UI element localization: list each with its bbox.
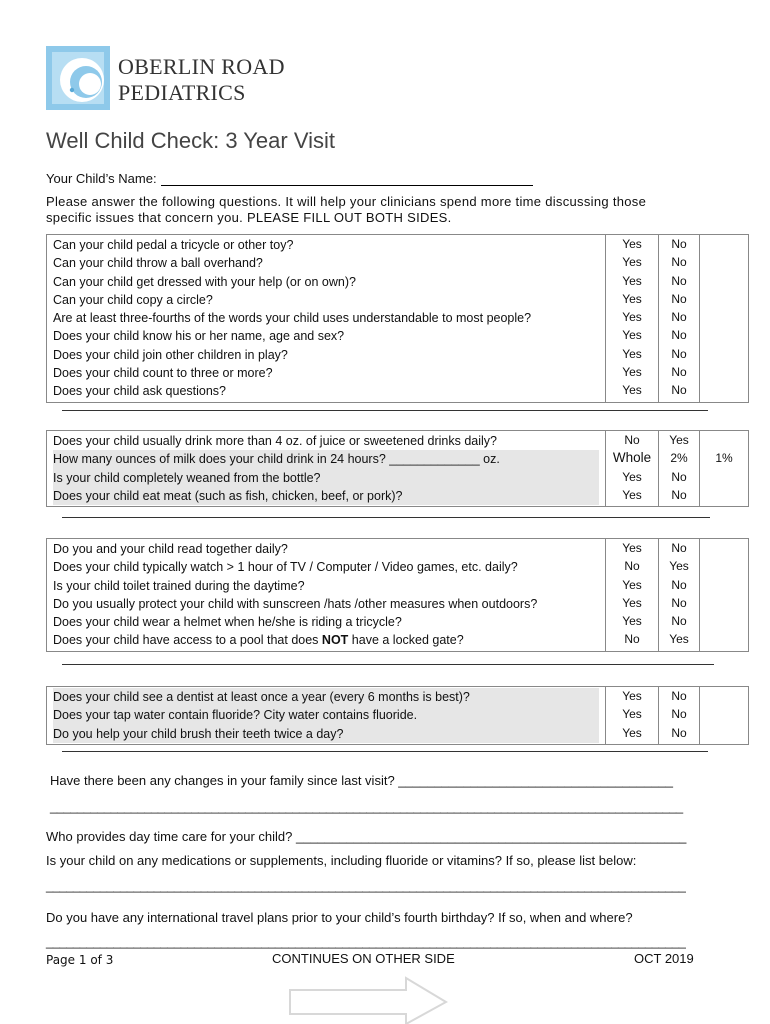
answer-column-c: [700, 431, 749, 507]
blank-column: [700, 539, 749, 652]
answer-option[interactable]: No: [671, 614, 687, 629]
answer-option[interactable]: Yes: [622, 487, 642, 502]
question-text: Does your child ask questions?: [53, 384, 227, 399]
answer-option[interactable]: Yes: [622, 707, 642, 722]
question-text-part: Does your child have access to a pool that does: [53, 633, 322, 648]
answer-option[interactable]: No: [671, 725, 687, 740]
arrow-right-icon: [288, 976, 448, 1024]
question-text: Does your child join other children in play?: [53, 347, 288, 362]
practice-name-line2: PEDIATRICS: [118, 80, 246, 105]
answer-option[interactable]: No: [671, 541, 687, 555]
answer-option[interactable]: No: [671, 383, 687, 398]
answer-option[interactable]: Yes: [622, 273, 642, 288]
answer-column-b: [659, 431, 700, 507]
answer-column-a: [606, 539, 659, 652]
answer-option[interactable]: No: [671, 577, 687, 592]
family-changes-question[interactable]: Have there been any changes in your family since last visit? ______________________________________: [50, 773, 674, 788]
answer-column-b: [659, 539, 700, 652]
answer-option[interactable]: No: [671, 365, 687, 380]
medications-question: Is your child on any medications or supplements, including fluoride or vitamins? If so, please list below:: [46, 853, 637, 868]
section-divider: [62, 751, 708, 752]
question-text: Can your child pedal a tricycle or other toy?: [53, 238, 294, 252]
answer-option[interactable]: Yes: [622, 310, 642, 325]
answer-option[interactable]: Yes: [622, 255, 642, 270]
answer-option[interactable]: Yes: [669, 433, 689, 447]
question-text-part: have a locked gate?: [348, 633, 464, 648]
answer-option[interactable]: Yes: [669, 632, 689, 647]
question-text: Does your child count to three or more?: [53, 366, 273, 381]
instructions-line2: specific issues that concern you. PLEASE FILL OUT BOTH SIDES.: [46, 210, 452, 225]
travel-question: Do you have any international travel plans prior to your child’s fourth birthday? If so, when and where?: [46, 910, 633, 925]
safety-questions-table: [46, 538, 749, 652]
instructions: [46, 194, 726, 226]
answer-option[interactable]: Yes: [622, 614, 642, 629]
section-divider: [62, 517, 710, 518]
dental-questions-table: [46, 686, 749, 745]
answer-option[interactable]: Yes: [622, 541, 642, 555]
answer-option[interactable]: Yes: [622, 346, 642, 361]
answer-column-b: [659, 235, 700, 403]
question-text: Do you help your child brush their teeth twice a day?: [53, 725, 599, 743]
answer-option[interactable]: No: [624, 632, 640, 647]
question-text: Does your child eat meat (such as fish, chicken, beef, or pork)?: [53, 487, 599, 505]
answer-option[interactable]: 2%: [670, 451, 688, 466]
child-name-row: [46, 171, 533, 186]
practice-name-line1: OBERLIN ROAD: [118, 54, 285, 79]
answer-option[interactable]: No: [671, 237, 687, 251]
answer-option[interactable]: No: [671, 273, 687, 288]
practice-name: [118, 54, 285, 106]
question-column: [47, 539, 606, 652]
answer-option[interactable]: No: [671, 255, 687, 270]
question-text: Can your child throw a ball overhand?: [53, 256, 263, 271]
question-text: Do you and your child read together daily?: [53, 542, 288, 556]
blank-column: [700, 687, 749, 745]
answer-option[interactable]: Yes: [622, 237, 642, 251]
question-text: Can your child get dressed with your help (or on own)?: [53, 274, 356, 289]
answer-option[interactable]: [700, 468, 748, 486]
travel-answer-line[interactable]: _______________________________________________________________________________________________: [46, 934, 686, 949]
instructions-line1: Please answer the following questions. It will help your clinicians spend more time discussing those: [46, 194, 647, 209]
answer-option[interactable]: Yes: [622, 365, 642, 380]
answer-option[interactable]: Yes: [622, 328, 642, 343]
answer-option[interactable]: Yes: [622, 689, 642, 703]
answer-option[interactable]: Yes: [622, 383, 642, 398]
question-column: [47, 687, 606, 745]
question-text: Does your child typically watch > 1 hour of TV / Computer / Video games, etc. daily?: [53, 560, 518, 575]
question-text: Does your child usually drink more than 4 oz. of juice or sweetened drinks daily?: [53, 434, 497, 448]
question-text: Can your child copy a circle?: [53, 292, 213, 307]
answer-column-b: [659, 687, 700, 745]
child-name-field[interactable]: [161, 172, 533, 186]
answer-option[interactable]: Yes: [622, 291, 642, 306]
answer-option[interactable]: Whole: [612, 450, 652, 466]
practice-logo-icon: [46, 46, 110, 110]
question-text: Does your tap water contain fluoride? City water contains fluoride.: [53, 706, 599, 724]
revision-date: OCT 2019: [634, 951, 694, 966]
answer-option[interactable]: No: [671, 707, 687, 722]
answer-option[interactable]: No: [671, 310, 687, 325]
question-text: Does your child wear a helmet when he/she is riding a tricycle?: [53, 615, 402, 630]
answer-option[interactable]: No: [624, 433, 640, 447]
answer-option[interactable]: 1%: [715, 451, 733, 466]
question-text: Is your child toilet trained during the daytime?: [53, 578, 305, 593]
answer-option[interactable]: No: [671, 469, 687, 484]
answer-option[interactable]: Yes: [669, 559, 689, 574]
child-name-label: Your Child’s Name:: [46, 171, 157, 186]
answer-option[interactable]: No: [624, 559, 640, 574]
answer-option[interactable]: Yes: [622, 725, 642, 740]
question-emphasis: NOT: [321, 633, 349, 648]
answer-option[interactable]: Yes: [622, 577, 642, 592]
answer-option[interactable]: No: [671, 487, 687, 502]
answer-option[interactable]: No: [671, 346, 687, 361]
question-text: Are at least three-fourths of the words your child uses understandable to most people?: [53, 311, 532, 326]
nutrition-questions-table: [46, 430, 749, 507]
answer-column-a: [606, 235, 659, 403]
daycare-question[interactable]: Who provides day time care for your child? ______________________________________________________: [46, 829, 687, 844]
page-number: Page 1 of 3: [46, 953, 114, 967]
section-divider: [62, 664, 714, 665]
answer-option[interactable]: No: [671, 328, 687, 343]
question-text: Does your child know his or her name, age and sex?: [53, 329, 345, 344]
answer-option[interactable]: No: [671, 689, 687, 703]
blank-column: [700, 235, 749, 403]
answer-column-a: [606, 687, 659, 745]
answer-option[interactable]: Yes: [622, 469, 642, 484]
continues-note: CONTINUES ON OTHER SIDE: [272, 951, 455, 966]
question-text: How many ounces of milk does your child drink in 24 hours? _____________ oz.: [53, 450, 599, 468]
section-divider: [62, 410, 708, 411]
question-text: Does your child see a dentist at least once a year (every 6 months is best)?: [53, 688, 599, 706]
question-text: Do you usually protect your child with sunscreen /hats /other measures when outdoors?: [53, 596, 538, 611]
question-column: [47, 235, 606, 403]
answer-column-a: [606, 431, 659, 507]
development-questions-table: [46, 234, 749, 403]
question-text: [53, 631, 599, 649]
medications-answer-line[interactable]: _______________________________________________________________________________________________: [46, 878, 686, 893]
question-column: [47, 431, 606, 507]
answer-option[interactable]: No: [671, 291, 687, 306]
answer-option[interactable]: Yes: [622, 595, 642, 610]
answer-option[interactable]: [700, 486, 748, 504]
page-title: Well Child Check: 3 Year Visit: [46, 128, 335, 153]
answer-option[interactable]: No: [671, 595, 687, 610]
family-changes-answer-line[interactable]: ______________________________________________________________________________________________: [50, 799, 683, 814]
answer-option[interactable]: [700, 431, 748, 449]
question-text: Is your child completely weaned from the bottle?: [53, 469, 599, 487]
